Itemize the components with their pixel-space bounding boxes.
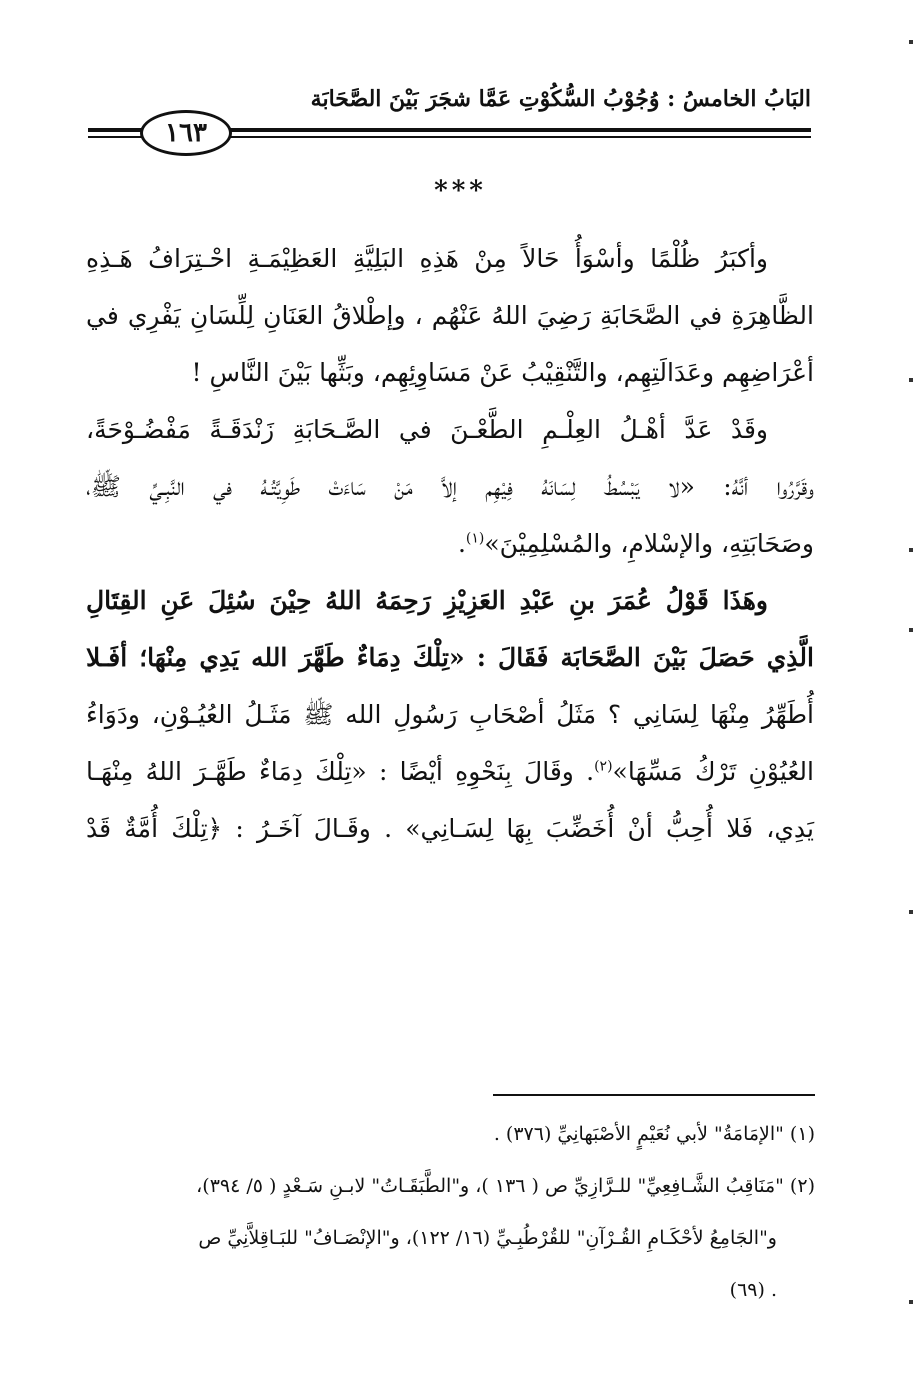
scan-margin-mark	[909, 910, 913, 914]
paragraph-3-line-3: أُطَهِّرُ مِنْهَا لِسَانِي ؟ مَثَلُ أصْحَابِ رَسُولِ الله ﷺ مَثَـلُ العُيُـوْنِ، ودَوَاءُ	[86, 700, 814, 729]
scan-margin-mark	[909, 40, 913, 44]
page-number: ١٦٣	[140, 110, 232, 156]
scan-margin-mark	[909, 548, 913, 552]
paragraph-2-line-1: وقَدْ عَدَّ أهْـلُ العِلْـمِ الطَّعْـنَ في الصَّـحَابَةِ زَنْدَقَـةً مَفْضُـوْحَةً،	[86, 415, 768, 444]
section-ornament: ***	[434, 176, 487, 206]
page-header	[88, 70, 811, 160]
footnotes	[103, 1108, 815, 1316]
footnote-ref-1[interactable]: (١)	[465, 530, 485, 547]
scan-margin-mark	[909, 1300, 913, 1304]
footnote-2-line-1: (٢) "مَنَاقِبُ الشَّـافِعِيِّ" للـرَّازِيِّ ص ( ١٣٦ )، و"الطَّبَقَـاتُ" لابـنِ سَـعْدٍ ( ٥/ ٣٩٤)،	[196, 1175, 815, 1197]
paragraph-3-line-4-a: العُيُوْنِ تَرْكُ مَسِّهَا»	[612, 757, 814, 786]
paragraph-2-line-3-text: وصَحَابَتِهِ، والإسْلامِ، والمُسْلِمِيْنَ»	[484, 529, 814, 558]
scan-margin-mark	[909, 628, 913, 632]
paragraph-3-line-2: الَّذِي حَصَلَ بَيْنَ الصَّحَابَة فَقَالَ : «تِلْكَ دِمَاءٌ طَهَّرَ الله يَدِي مِنْهَا؛ أفَـلا	[86, 643, 814, 672]
running-title: البَابُ الخامسُ : وُجُوْبُ السُّكُوْتِ عَمَّا شجَرَ بَيْنَ الصَّحَابَة	[310, 86, 811, 112]
paragraph-1-line-2: الظَّاهِرَةِ في الصَّحَابَةِ رَضِيَ اللهُ عَنْهُم ، وإطْلاقُ العَنَانِ لِلِّسَانِ يَفْرِي في	[86, 301, 814, 330]
paragraph-2-line-3	[86, 515, 814, 572]
footnote-ref-2[interactable]: (٢)	[594, 758, 613, 775]
scan-margin-mark	[909, 378, 913, 382]
footnote-2-line-3: . (٦٩)	[729, 1279, 777, 1301]
paragraph-3-line-4-b: . وقَالَ بِنَحْوِهِ أيْضًا : «تِلْكَ دِمَاءٌ طَهَّـرَ اللهُ مِنْهَـا	[86, 757, 595, 786]
main-text	[86, 230, 814, 857]
footnote-separator	[493, 1094, 815, 1096]
footnote-1: (١) "الإمَامَةُ" لأبي نُعَيْمٍ الأصْبَهانِيِّ (٣٧٦) .	[493, 1123, 815, 1145]
paragraph-3-line-5: يَدِي، فَلا أُحِبُّ أنْ أُخَضِّبَ بِهَا لِسَـانِي» . وقَـالَ آخَـرُ : ﴿تِلْكَ أُمَّةٌ قَدْ	[86, 814, 814, 843]
paragraph-1-line-3: أعْرَاضِهِم وعَدَالَتِهِم، والتَّنْقِيْبُ عَنْ مَسَاوِئِهِم، وبَثِّها بَيْنَ النَّاسِ !	[191, 358, 814, 387]
paragraph-2-line-2: وقَرَّرُوا أنَّهُ: «لا يَبْسُطُ لِسَانَهُ فِيْهِم إلاَّ مَنْ سَاءَتْ طَوِيَّتُـهُ في النَّبِـيِّ ﷺ،	[86, 472, 814, 501]
paragraph-3-line-1: وهَذَا قَوْلُ عُمَرَ بنِ عَبْدِ العَزِيْزِ رَحِمَهُ اللهُ حِيْنَ سُئِلَ عَنِ القِتَالِ	[86, 586, 768, 615]
paragraph-2-end: .	[457, 529, 466, 558]
footnote-2-line-2: و"الجَامِعُ لأحْكَـامِ القُـرْآنِ" للقُرْطُبِـيِّ (١٦/ ١٢٢)، و"الإنْصَـافُ" للبَـاقِلاَّنِيِّ ص	[198, 1227, 777, 1249]
paragraph-1-line-1: وأكبَرُ ظُلْمًا وأسْوَأُ حَالاً مِنْ هَذِهِ البَلِيَّةِ العَظِيْمَـةِ احْـتِرَافُ هَـذِهِ	[86, 244, 768, 273]
paragraph-3-line-4	[86, 743, 814, 800]
